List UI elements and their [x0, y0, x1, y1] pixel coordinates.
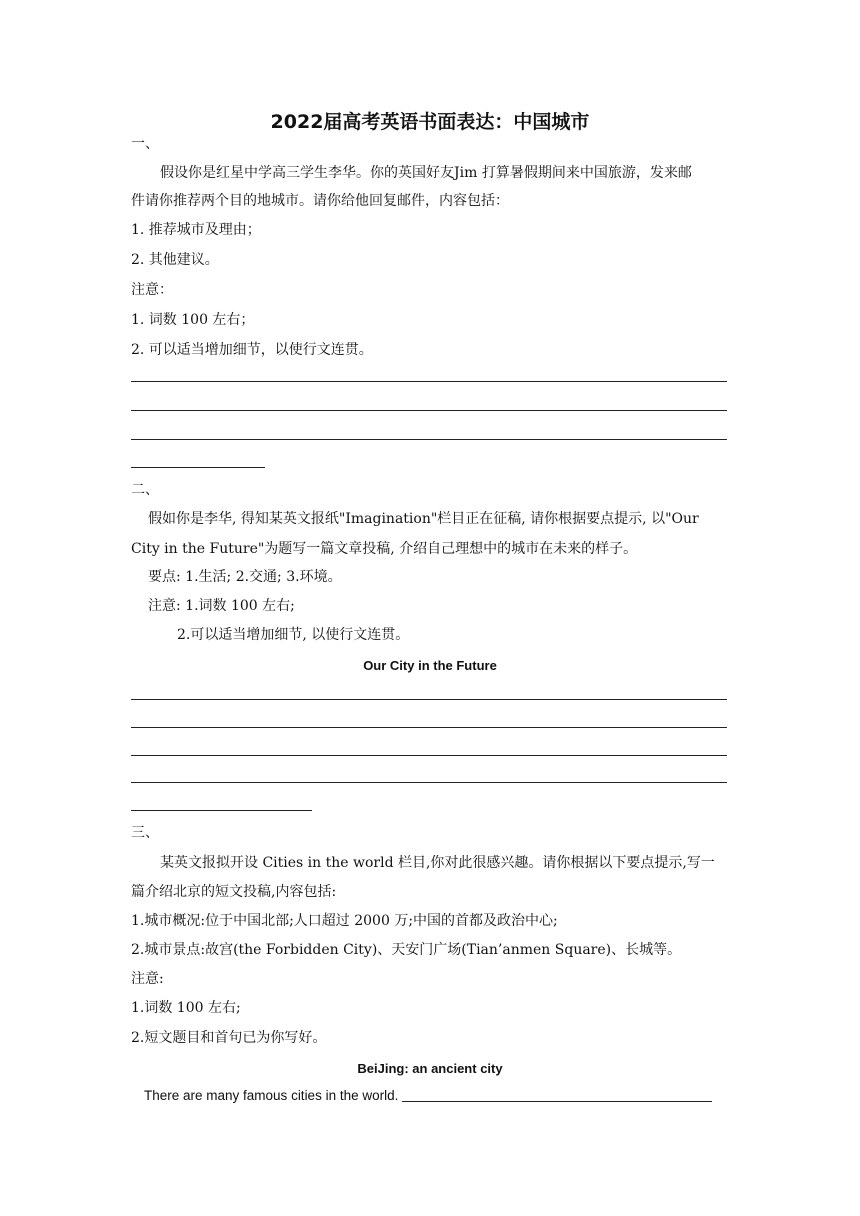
- q2-paragraph-line-1: 假如你是李华, 得知某英文报纸"Imagination"栏目正在征稿, 请你根据要点提示, 以"Our: [148, 511, 699, 527]
- q1-writing-line: [131, 439, 727, 440]
- q2-writing-line: [131, 727, 727, 728]
- q3-item-1: 1.城市概况:位于中国北部;人口超过 2000 万;中国的首都及政治中心;: [131, 913, 558, 929]
- q3-label: 三、: [131, 825, 159, 841]
- q1-paragraph-line-2: 件请你推荐两个目的地城市。请你给他回复邮件，内容包括：: [131, 193, 509, 209]
- q2-writing-line: [131, 810, 312, 811]
- q1-writing-line: [131, 467, 265, 468]
- q1-note-1: 1. 词数 100 左右；: [131, 312, 255, 328]
- q2-points: 要点: 1.生活; 2.交通; 3.环境。: [148, 569, 342, 585]
- q1-writing-line: [131, 410, 727, 411]
- q2-label: 二、: [131, 482, 159, 498]
- q3-paragraph-line-2: 篇介绍北京的短文投稿,内容包括:: [131, 884, 337, 900]
- q1-writing-line: [131, 381, 727, 382]
- q2-writing-line: [131, 699, 727, 700]
- q1-item-1: 1. 推荐城市及理由；: [131, 222, 261, 238]
- q3-item-2: 2.城市景点:故宫(the Forbidden City)、天安门广场(Tian’anmen Square)、长城等。: [131, 942, 682, 958]
- q3-first-sentence-row: [144, 1086, 712, 1106]
- q1-note-label: 注意：: [131, 282, 173, 298]
- q3-note-label: 注意:: [131, 971, 164, 987]
- q3-note-1: 1.词数 100 左右;: [131, 1000, 241, 1016]
- q3-paragraph-line-1: 某英文报拟开设 Cities in the world 栏目,你对此很感兴趣。请你根据以下要点提示,写一: [160, 855, 715, 871]
- q1-paragraph-line-1: 假设你是红星中学高三学生李华。你的英国好友Jim 打算暑假期间来中国旅游，发来邮: [160, 165, 692, 181]
- q2-writing-line: [131, 782, 727, 783]
- q3-essay-title: BeiJing: an ancient city: [357, 1061, 503, 1076]
- q3-first-sentence: There are many famous cities in the world.: [144, 1088, 399, 1103]
- q3-note-2: 2.短文题目和首句已为你写好。: [131, 1030, 327, 1046]
- q1-note-2: 2. 可以适当增加细节，以使行文连贯。: [131, 342, 373, 358]
- q1-label: 一、: [131, 136, 159, 152]
- q2-note-1: 注意: 1.词数 100 左右;: [148, 598, 295, 614]
- q1-item-2: 2. 其他建议。: [131, 252, 219, 268]
- q2-paragraph-line-2: City in the Future"为题写一篇文章投稿, 介绍自己理想中的城市在未来的样子。: [131, 541, 638, 557]
- q2-essay-title: Our City in the Future: [363, 658, 497, 673]
- q2-note-2: 2.可以适当增加细节, 以使行文连贯。: [177, 627, 410, 643]
- document-title: 2022届高考英语书面表达：中国城市: [270, 111, 590, 133]
- q2-writing-line: [131, 755, 727, 756]
- q3-answer-blank: [402, 1087, 712, 1102]
